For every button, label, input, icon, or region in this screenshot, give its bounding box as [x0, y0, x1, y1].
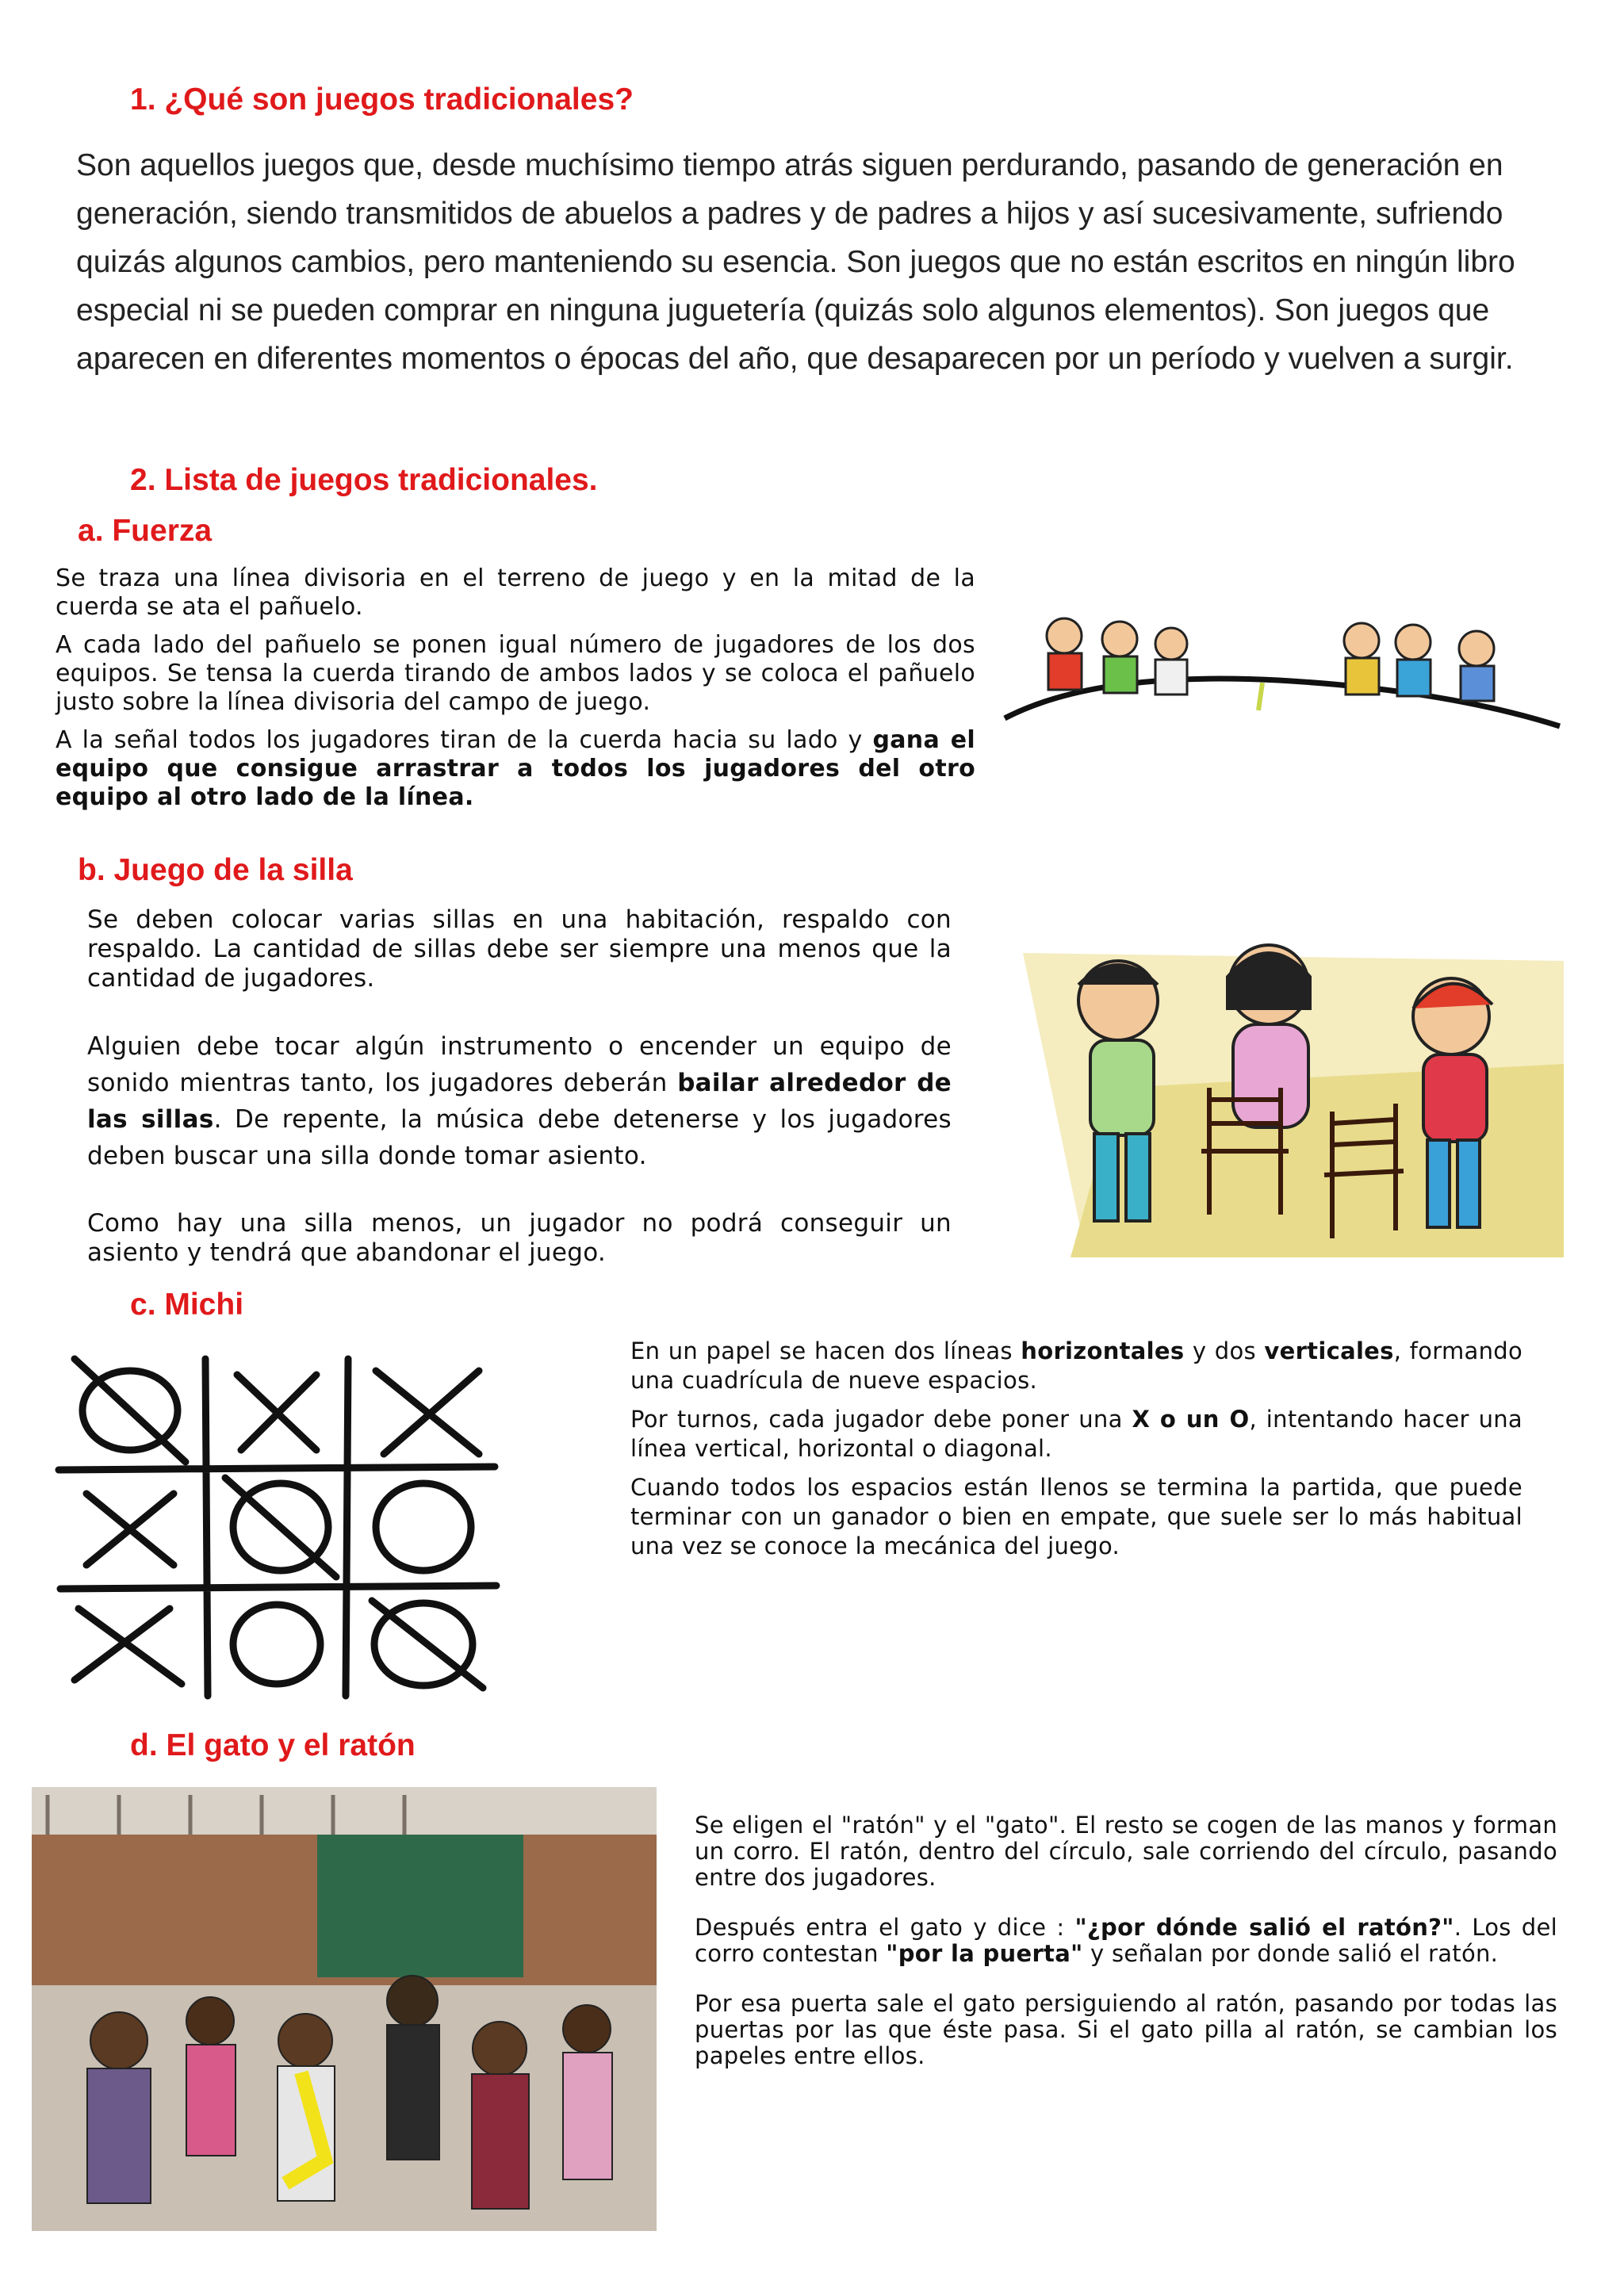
michi-heading: c. Michi [130, 1288, 244, 1322]
michi-p1: En un papel se hacen dos líneas horizontales y dos verticales, formando una cuadrícula de nueve espacios. [630, 1337, 1522, 1394]
silla-text [87, 905, 952, 1277]
fuerza-text [56, 564, 975, 821]
section-2-heading: 2. Lista de juegos tradicionales. [130, 463, 598, 497]
michi-p3: Cuando todos los espacios están llenos se termina la partida, que puede terminar con un ganador o bien en empate, que suele ser lo más habitual una vez se conoce la mecánica del juego. [630, 1474, 1522, 1559]
tug-of-war-illustration [1001, 607, 1565, 739]
gato-p1: Se eligen el "ratón" y el "gato". El resto se cogen de las manos y forman un corro. El ratón, dentro del círculo, sale corriendo del círculo, pasando entre dos jugadores. [695, 1812, 1557, 1891]
silla-p2: Alguien debe tocar algún instrumento o encender un equipo de sonido mientras tanto, los jugadores deberán bailar alrededor de las sillas. De repente, la música debe detenerse y los jugadores deben buscar una silla donde tomar asiento. [87, 1032, 952, 1170]
circle-game-photo [32, 1787, 657, 2231]
fuerza-heading: a. Fuerza [78, 514, 213, 548]
gato-text [695, 1812, 1557, 2079]
gato-p2: Después entra el gato y dice : "¿por dónde salió el ratón?". Los del corro contestan "por la puerta" y señalan por donde salió el ratón. [695, 1914, 1557, 1967]
michi-p2: Por turnos, cada jugador debe poner una X o un O, intentando hacer una línea vertical, horizontal o diagonal. [630, 1406, 1523, 1462]
silla-heading: b. Juego de la silla [78, 853, 353, 887]
michi-text [630, 1337, 1522, 1571]
fuerza-p2: A cada lado del pañuelo se ponen igual número de jugadores de los dos equipos. Se tensa la cuerda tirando de ambos lados y se coloca el pañuelo justo sobre la línea divisoria del campo de juego. [56, 631, 975, 716]
section-1-heading: 1. ¿Qué son juegos tradicionales? [130, 82, 634, 117]
tic-tac-toe-drawing [51, 1351, 506, 1701]
fuerza-p3: A la señal todos los jugadores tiran de la cuerda hacia su lado y gana el equipo que consigue arrastrar a todos los jugadores del otro equipo al otro lado de la línea. [56, 726, 976, 811]
intro-text: Son aquellos juegos que, desde muchísimo tiempo atrás siguen perdurando, pasando de generación en generación, siendo transmitidos de abuelos a padres y de padres a hijos y así sucesivamente, sufriendo quizás algunos cambios, pero manteniendo su esencia. Son juegos que no están escritos en ningún libro especial ni se pueden comprar en ninguna juguetería (quizás solo algunos elementos). Son juegos que aparecen en diferentes momentos o épocas del año, que desaparecen por un período y vuelven a surgir. [76, 148, 1515, 376]
musical-chairs-illustration [1023, 929, 1564, 1257]
silla-p1: Se deben colocar varias sillas en una habitación, respaldo con respaldo. La cantidad de sillas debe ser siempre una menos que la cantidad de jugadores. [87, 905, 952, 993]
silla-p3: Como hay una silla menos, un jugador no podrá conseguir un asiento y tendrá que abandonar el juego. [87, 1209, 952, 1267]
gato-p3: Por esa puerta sale el gato persiguiendo al ratón, pasando por todas las puertas por las que éste pasa. Si el gato pilla al ratón, se cambian los papeles entre ellos. [695, 1990, 1557, 2069]
fuerza-p1: Se traza una línea divisoria en el terreno de juego y en la mitad de la cuerda se ata el pañuelo. [56, 564, 975, 621]
gato-heading: d. El gato y el ratón [130, 1728, 416, 1762]
intro-paragraph [76, 141, 1583, 383]
